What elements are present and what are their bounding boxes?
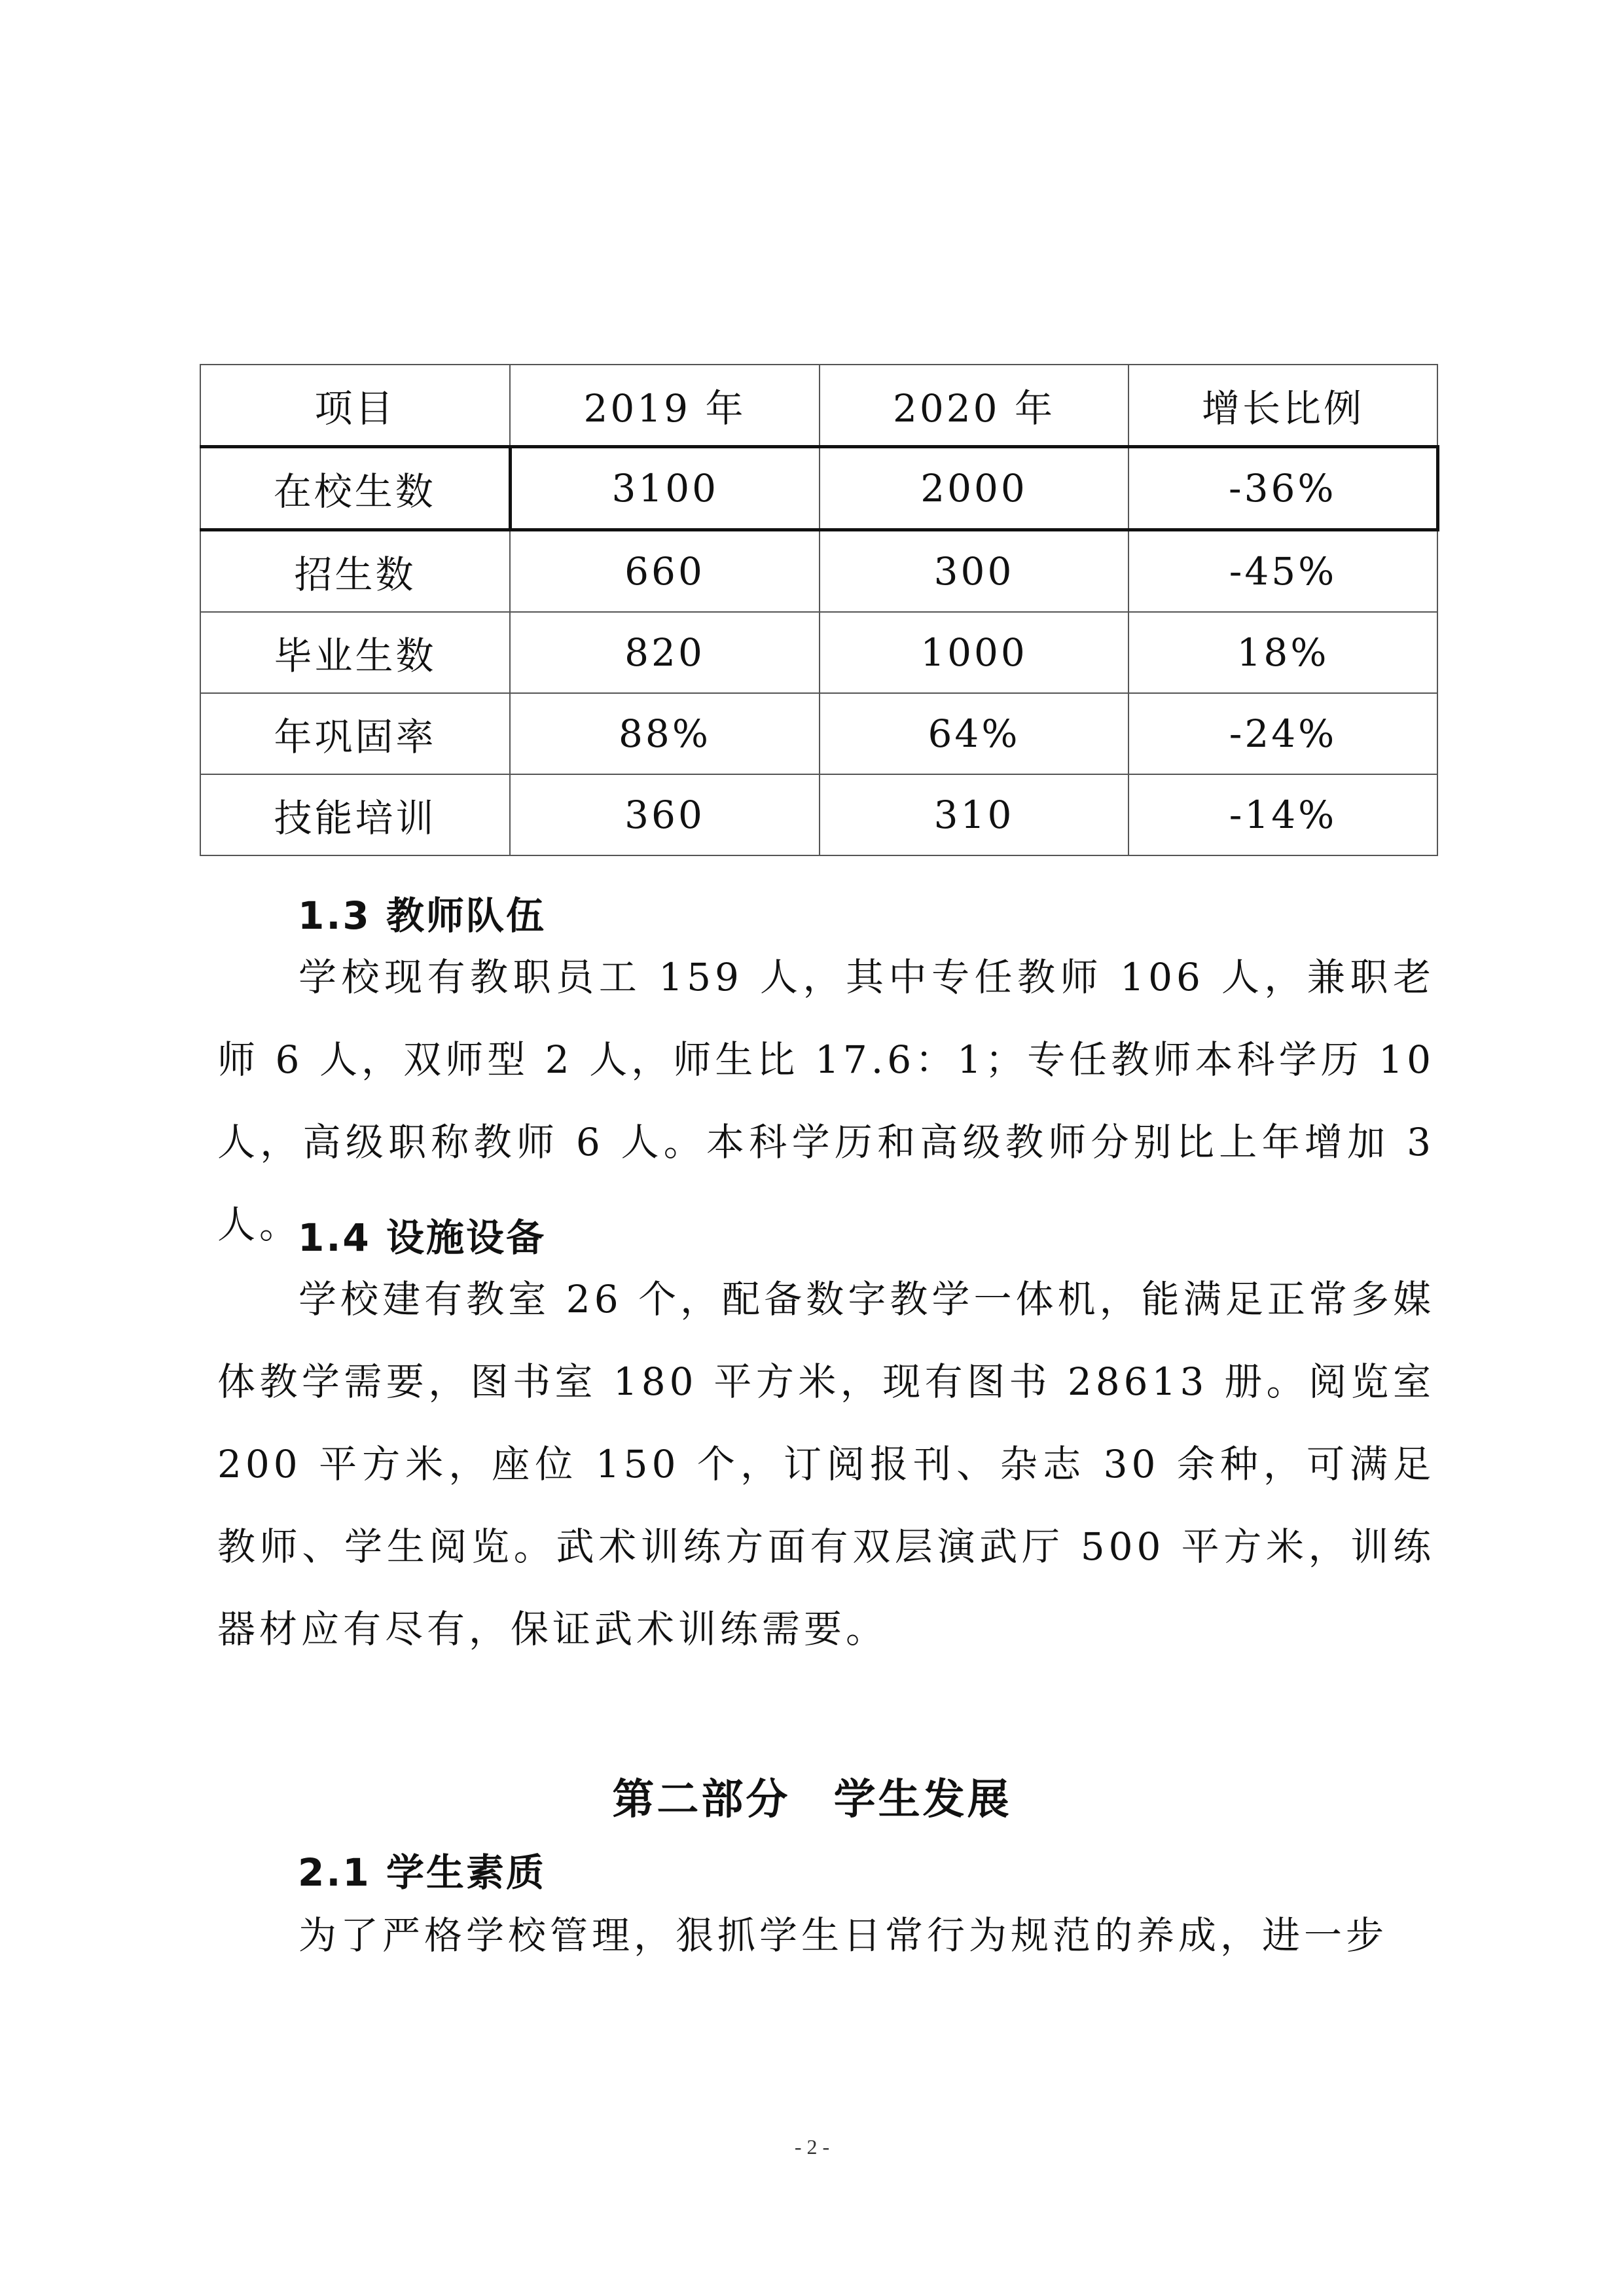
section-heading-1-4: 1.4 设施设备 — [298, 1215, 546, 1260]
table-cell: -24% — [1128, 693, 1437, 774]
section-heading-2-1: 2.1 学生素质 — [298, 1850, 546, 1895]
table-cell: 18% — [1128, 612, 1437, 693]
section-paragraph-1-4: 学校建有教室 26 个，配备数字教学一体机，能满足正常多媒体教学需要，图书室 180 平方米，现有图书 28613 册。阅览室 200 平方米，座位 150 个，订阅报刊、杂志 30 余种，可满足教师、学生阅览。武术训练方面有双层演武厅 500 平方米，训练器材应有尽有，保证武术训练需要。 — [217, 1277, 1435, 1651]
section-heading-1-3: 1.3 教师队伍 — [298, 893, 546, 938]
part-title: 第二部分 学生发展 — [612, 1776, 1012, 1824]
table-cell: -36% — [1128, 447, 1437, 530]
table-cell: 技能培训 — [200, 774, 510, 855]
table-row — [200, 612, 1437, 693]
table-cell: 64% — [820, 693, 1128, 774]
table-row — [200, 447, 1437, 530]
table-header-cell: 2019 年 — [510, 365, 820, 447]
table-header-cell: 2020 年 — [820, 365, 1128, 447]
table-cell: 360 — [510, 774, 820, 855]
table-cell: 在校生数 — [200, 447, 510, 530]
table-cell: 1000 — [820, 612, 1128, 693]
page-number: - 2 - — [794, 2135, 830, 2159]
table-cell: 毕业生数 — [200, 612, 510, 693]
table-header-cell: 项目 — [200, 365, 510, 447]
table-header-row — [200, 365, 1437, 447]
table-cell: 3100 — [510, 447, 820, 530]
table-cell: -45% — [1128, 530, 1437, 613]
table-cell: 310 — [820, 774, 1128, 855]
table-row — [200, 774, 1437, 855]
table-row — [200, 530, 1437, 613]
section-paragraph-2-1: 为了严格学校管理，狠抓学生日常行为规范的养成，进一步 — [298, 1913, 1388, 1958]
table-cell: 2000 — [820, 447, 1128, 530]
table-row — [200, 693, 1437, 774]
table-cell: 820 — [510, 612, 820, 693]
table-cell: 300 — [820, 530, 1128, 613]
table-cell: -14% — [1128, 774, 1437, 855]
section-paragraph-1-3: 学校现有教职员工 159 人，其中专任教师 106 人，兼职老师 6 人，双师型 2 人，师生比 17.6：1；专任教师本科学历 10 人，高级职称教师 6 人。本科学历和高级教师分别比上年增加 3 人。 — [217, 955, 1435, 1247]
statistics-table — [200, 364, 1439, 856]
table-cell: 招生数 — [200, 530, 510, 613]
table-header-cell: 增长比例 — [1128, 365, 1437, 447]
table-cell: 88% — [510, 693, 820, 774]
table-cell: 660 — [510, 530, 820, 613]
table-cell: 年巩固率 — [200, 693, 510, 774]
